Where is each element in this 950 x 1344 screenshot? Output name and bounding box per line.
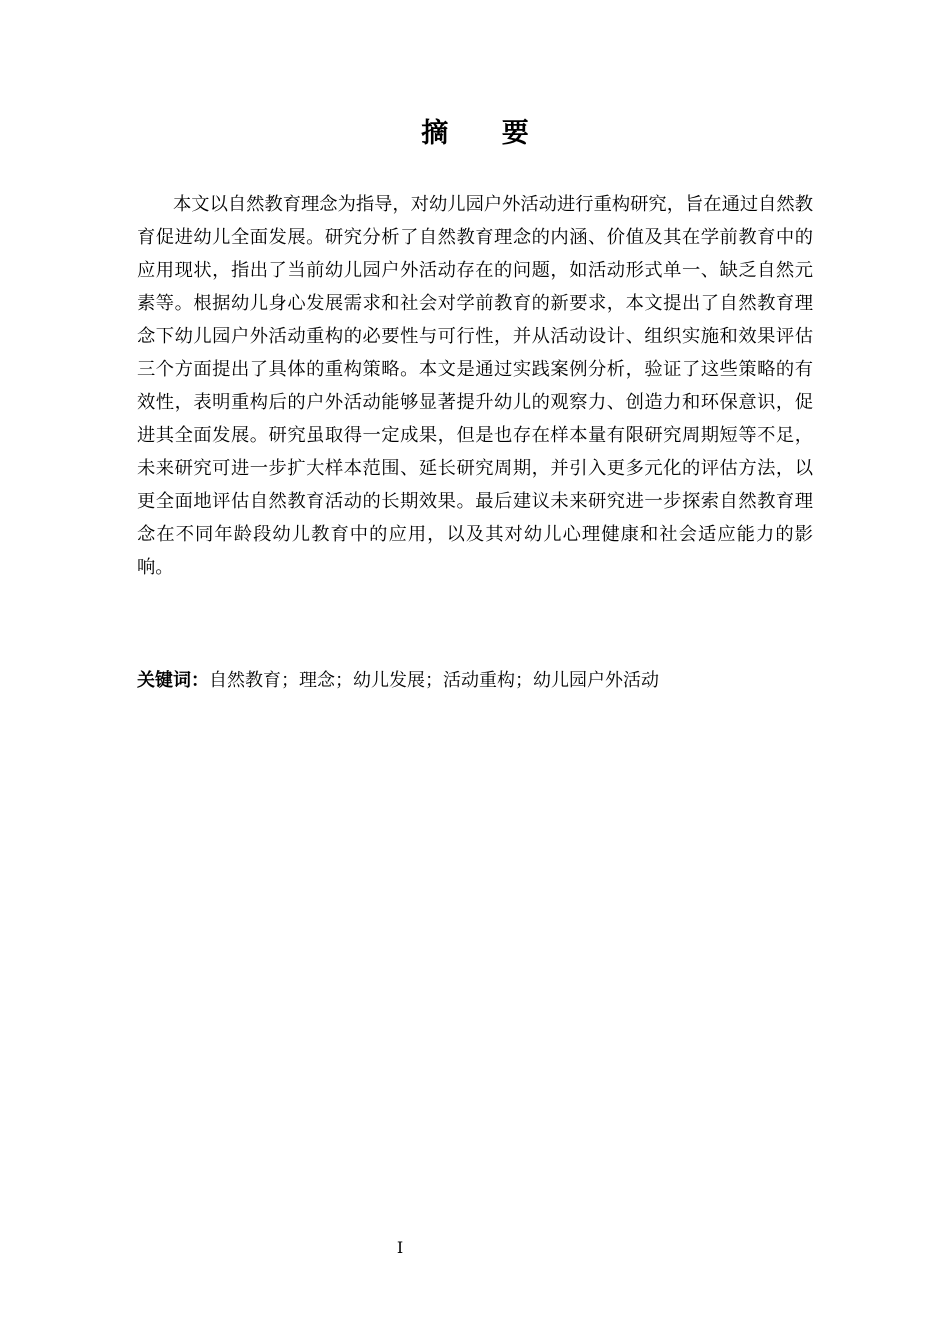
page-number: I [396,1238,404,1257]
keywords-label: 关键词： [137,670,209,691]
abstract-body: 本文以自然教育理念为指导，对幼儿园户外活动进行重构研究，旨在通过自然教育促进幼儿全面发展。研究分析了自然教育理念的内涵、价值及其在学前教育中的应用现状，指出了当前幼儿园户外活动存在的问题，如活动形式单一、缺乏自然元素等。根据幼儿身心发展需求和社会对学前教育的新要求，本文提出了自然教育理念下幼儿园户外活动重构的必要性与可行性，并从活动设计、组织实施和效果评估三个方面提出了具体的重构策略。本文是通过实践案例分析，验证了这些策略的有效性，表明重构后的户外活动能够显著提升幼儿的观察力、创造力和环保意识，促进其全面发展。研究虽取得一定成果，但是也存在样本量有限研究周期短等不足，未来研究可进一步扩大样本范围、延长研究周期，并引入更多元化的评估方法，以更全面地评估自然教育活动的长期效果。最后建议未来研究进一步探索自然教育理念在不同年龄段幼儿教育中的应用，以及其对幼儿心理健康和社会适应能力的影响。 [137,194,813,578]
abstract-title: 摘 要 [421,118,551,149]
keywords-text: 自然教育；理念；幼儿发展；活动重构；幼儿园户外活动 [209,670,659,691]
keywords-line [137,664,813,697]
